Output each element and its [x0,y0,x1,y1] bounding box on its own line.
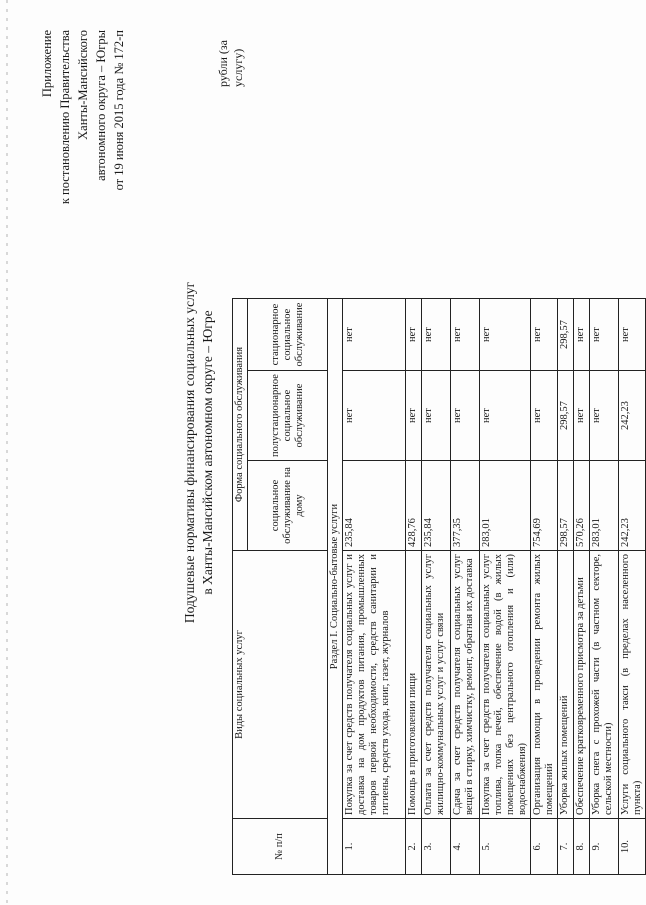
row-service-name: Сдача за счет средств получателя социальных услуг вещей в стирку, химчистку, ремонт, обратная их доставка [451,551,480,819]
table-row [451,299,480,875]
row-home-value: 235,84 [343,461,406,551]
row-num: 7. [558,819,574,875]
header-home: социальное обслуживание на дому [248,461,328,551]
row-service-name: Уборка снега с прохожей части (в частном секторе, сельской местности) [590,551,619,819]
row-service-name: Уборка жилых помещений [558,551,574,819]
row-semi-value: нет [451,371,480,461]
header-num: № п/п [233,819,328,875]
row-semi-value: нет [422,371,451,461]
section-row [328,299,343,875]
row-semi-value: нет [574,371,590,461]
row-stationary-value: нет [451,299,480,371]
row-num: 3. [422,819,451,875]
row-num: 8. [574,819,590,875]
row-service-name: Помощь в приготовлении пищи [406,551,422,819]
row-service-name: Оплата за счет средств получателя социальных услуг жилищно-коммунальных услуг и услуг связи [422,551,451,819]
title-line-1: Подушевые нормативы финансирования социальных услуг [182,281,197,624]
annex-line: Приложение [40,30,54,98]
annex-line: к постановлению Правительства [58,30,72,205]
row-num: 5. [480,819,531,875]
header-stationary: стационарное социальное обслуживание [248,299,328,371]
row-semi-value: нет [406,371,422,461]
table-row [619,299,646,875]
row-num: 1. [343,819,406,875]
row-num: 4. [451,819,480,875]
row-stationary-value: нет [422,299,451,371]
row-num: 9. [590,819,619,875]
row-stationary-value: нет [343,299,406,371]
table-row [422,299,451,875]
row-stationary-value: нет [574,299,590,371]
row-semi-value: нет [590,371,619,461]
table-row [343,299,406,875]
financing-table [232,298,646,875]
row-num: 2. [406,819,422,875]
annex-line: автономного округа – Югры [94,30,108,181]
table-row [558,299,574,875]
row-stationary-value: нет [619,299,646,371]
row-home-value: 283,01 [590,461,619,551]
annex-line: от 19 июня 2015 года № 172-п [112,30,126,191]
row-num: 6. [531,819,558,875]
row-service-name: Услуги социального такси (в пределах населенного пункта) [619,551,646,819]
table-row [480,299,531,875]
table-header-row [233,299,248,875]
row-stationary-value: 298,57 [558,299,574,371]
row-home-value: 298,57 [558,461,574,551]
row-service-name: Покупка за счет средств получателя социальных услуг и доставка на дом продуктов питания, промышленных товаров первой необходимости, средств санитарии и гигиены, средств ухода, книг, газет, журналов [343,551,406,819]
title-line-2: в Ханты-Мансийском автономном округе – Югре [200,310,215,595]
table-row [590,299,619,875]
header-semi: полустационарное социальное обслуживание [248,371,328,461]
table-row [531,299,558,875]
row-home-value: 428,76 [406,461,422,551]
document-title [181,0,217,905]
annex-block [38,30,128,204]
row-stationary-value: нет [480,299,531,371]
annex-line: Ханты-Мансийского [76,30,90,140]
row-semi-value: нет [480,371,531,461]
row-home-value: 754,69 [531,461,558,551]
row-service-name: Покупка за счет средств получателя социальных услуг топлива, топка печей, обеспечение водой (в жилых помещениях без центрального отопления и (или) водоснабжения) [480,551,531,819]
row-num: 10. [619,819,646,875]
row-semi-value: нет [531,371,558,461]
row-stationary-value: нет [406,299,422,371]
row-home-value: 242,23 [619,461,646,551]
row-service-name: Организация помощи в проведении ремонта жилых помещений [531,551,558,819]
row-home-value: 570,26 [574,461,590,551]
row-service-name: Обеспечение кратковременного присмотра за детьми [574,551,590,819]
table-row [406,299,422,875]
table-row [574,299,590,875]
row-semi-value: 242,23 [619,371,646,461]
section-title: Раздел I. Социально-бытовые услуги [328,299,343,875]
header-service: Виды социальных услуг [233,551,328,819]
row-stationary-value: нет [590,299,619,371]
units-note: рубли (за услугу) [216,40,245,87]
row-home-value: 377,35 [451,461,480,551]
row-semi-value: 298,57 [558,371,574,461]
row-stationary-value: нет [531,299,558,371]
row-semi-value: нет [343,371,406,461]
header-form-group: Форма социального обслуживания [233,299,248,551]
row-home-value: 235,84 [422,461,451,551]
row-home-value: 283,01 [480,461,531,551]
